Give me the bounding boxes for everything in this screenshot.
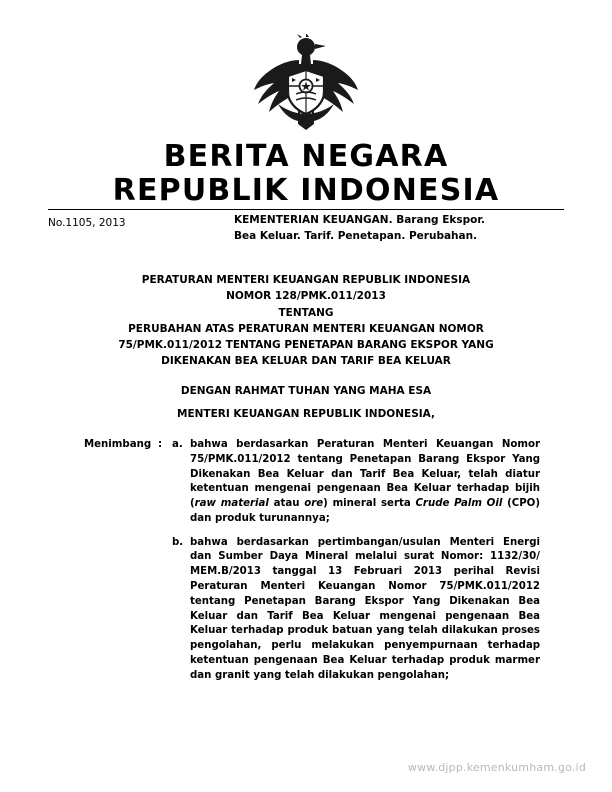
list-item-italic-3: Crude Palm Oil bbox=[415, 498, 503, 510]
regulation-title-line-1: PERUBAHAN ATAS PERATURAN MENTERI KEUANGAN NOMOR bbox=[128, 322, 484, 335]
minister-line: MENTERI KEUANGAN REPUBLIK INDONESIA, bbox=[177, 407, 435, 420]
regulation-number: NOMOR 128/PMK.011/2013 bbox=[226, 290, 386, 303]
regulation-authority: PERATURAN MENTERI KEUANGAN REPUBLIK INDONESIA bbox=[141, 274, 471, 286]
masthead bbox=[0, 140, 612, 207]
regulation-title-line-2: 75/PMK.011/2012 TENTANG PENETAPAN BARANG EKSPOR YANG bbox=[118, 339, 494, 352]
regulation-title-line-3: DIKENAKAN BEA KELUAR DAN TARIF BEA KELUAR bbox=[161, 355, 451, 368]
header-meta bbox=[48, 213, 564, 245]
gazette-subject bbox=[234, 213, 564, 245]
emblem-container bbox=[0, 34, 612, 130]
considerations-colon: : bbox=[158, 439, 163, 450]
considerations-section bbox=[84, 438, 540, 693]
list-item bbox=[172, 438, 540, 527]
list-item-italic-2: ore bbox=[304, 498, 324, 510]
list-item-italic-1: raw material bbox=[194, 498, 269, 510]
garuda-pancasila-emblem bbox=[252, 34, 360, 130]
list-item-text-part-2: atau bbox=[268, 498, 305, 510]
title-block bbox=[56, 272, 556, 422]
blessing-line: DENGAN RAHMAT TUHAN YANG MAHA ESA bbox=[180, 384, 432, 397]
considerations-label: Menimbang bbox=[84, 439, 152, 450]
list-item-text: bahwa berdasarkan pertimbangan/usulan Menteri Energi dan Sumber Daya Mineral melalui surat Nomor: 1132/30/ MEM.B/2013 tanggal 13 Februari 2013 perihal Revisi Peraturan Menteri Keuangan Nomor 75/PMK.011/2012 tentang Penetapan Barang Ekspor Yang Dikenakan Bea Keluar dan Tarif Bea Keluar mengenai pengenaan Bea Keluar terhadap produk batuan yang telah dilakukan proses pengolahan, perlu melakukan penyempurnaan terhadap ketentuan pengenaan Bea Keluar terhadap produk marmer dan granit yang telah dilakukan pengolahan; bbox=[190, 536, 540, 681]
masthead-line-1: BERITA NEGARA bbox=[163, 139, 449, 174]
list-item-text-part-1: bahwa berdasarkan Peraturan Menteri Keuangan Nomor 75/PMK.011/2012 tentang Penetapan Barang Ekspor Yang Dikenakan Bea Keluar dan Tarif Bea Keluar, telah diatur ketentuan mengenai pengenaan Bea Keluar terhadap bijih ( bbox=[190, 439, 540, 510]
list-item-text bbox=[190, 438, 540, 527]
gazette-subject-line-2: Bea Keluar. Tarif. Penetapan. Perubahan. bbox=[234, 229, 478, 242]
list-item-marker: a. bbox=[172, 439, 183, 450]
header-divider bbox=[48, 209, 564, 210]
list-item bbox=[172, 536, 540, 684]
considerations-items bbox=[172, 438, 540, 693]
list-item-marker: b. bbox=[172, 536, 184, 548]
gazette-subject-line-1: KEMENTERIAN KEUANGAN. Barang Ekspor. bbox=[234, 214, 486, 226]
gazette-number: No.1105, 2013 bbox=[48, 217, 126, 229]
list-item-text-part-4: (CPO) dan produk turunannya; bbox=[190, 498, 541, 524]
masthead-line-2: REPUBLIK INDONESIA bbox=[112, 172, 500, 208]
list-item-text-part-3: ) mineral serta bbox=[323, 498, 416, 510]
footer-watermark: www.djpp.kemenkumham.go.id bbox=[407, 761, 586, 774]
regulation-about: TENTANG bbox=[278, 306, 334, 319]
